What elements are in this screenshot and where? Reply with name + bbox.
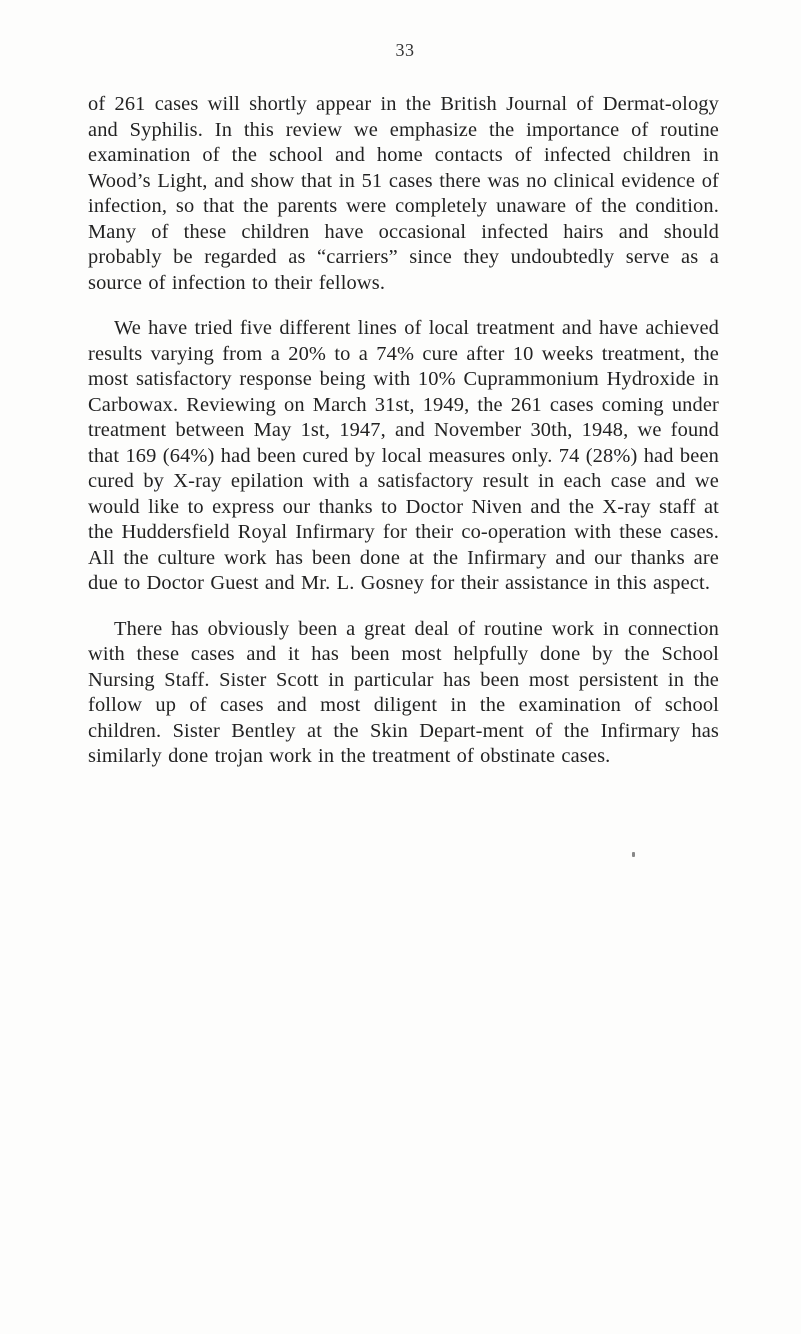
paragraph-2: We have tried five different lines of local treatment and have achieved results varying from a 20% to a 74% cure after 10 weeks treatment, the most satisfactory response being with 10% Cuprammonium Hydroxide in Carbowax. Reviewing on March 31st, 1949, the 261 cases coming under treatment between May 1st, 1947, and November 30th, 1948, we found that 169 (64%) had been cured by local measures only. 74 (28%) had been cured by X-ray epilation with a satisfactory result in each case and we would like to express our thanks to Doctor Niven and the X-ray staff at the Huddersfield Royal Infirmary for their co-operation with these cases. All the culture work has been done at the Infirmary and our thanks are due to Doctor Guest and Mr. L. Gosney for their assistance in this aspect. [88,317,719,594]
ink-speck [632,852,635,857]
body-text [88,92,719,770]
paragraph-1: of 261 cases will shortly appear in the British Journal of Dermat-ology and Syphilis. In this review we emphasize the importance of routine examination of the school and home contacts of infected children in Wood’s Light, and show that in 51 cases there was no clinical evidence of infection, so that the parents were completely unaware of the condition. Many of these children have occasional infected hairs and should probably be regarded as “carriers” since they undoubtedly serve as a source of infection to their fellows. [88,93,719,294]
page-number: 33 [395,40,415,60]
paragraph-3: There has obviously been a great deal of routine work in connection with these cases and it has been most helpfully done by the School Nursing Staff. Sister Scott in particular has been most persistent in the follow up of cases and most diligent in the examination of school children. Sister Bentley at the Skin Depart-ment of the Infirmary has similarly done trojan work in the treatment of obstinate cases. [88,617,719,767]
